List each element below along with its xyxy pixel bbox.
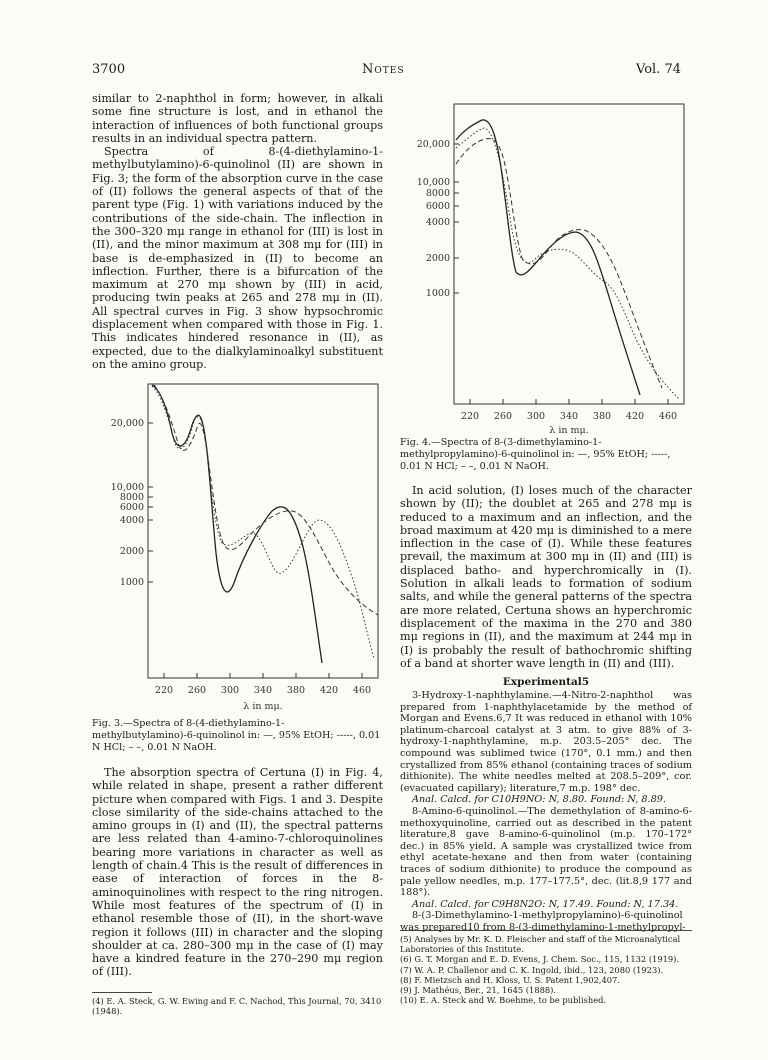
x-tick-label: 460: [352, 685, 372, 696]
plot-frame: [148, 384, 378, 678]
series-ethanol-curve: [152, 385, 322, 663]
col2-text: [400, 484, 692, 670]
footnote: (8) F. Mietzsch and H. Kloss, U. S. Patent 1,902,407.: [400, 974, 620, 985]
y-tick-label: 20,000: [416, 139, 450, 150]
y-tick-label: 6000: [119, 502, 144, 513]
footnote: (10) E. A. Steck and W. Boehme, to be published.: [400, 995, 607, 1006]
footnote-rule: [400, 930, 692, 931]
series-acid-curve: [152, 386, 374, 658]
running-head: Notes: [362, 62, 405, 77]
series-base-curve: [154, 385, 378, 615]
page-number: 3700: [92, 62, 126, 77]
footnote: (7) W. A. P. Challenor and C. K. Ingold, ibid., 123, 2080 (1923).: [400, 964, 664, 975]
plot-frame: [454, 104, 684, 404]
volume-label: Vol. 74: [636, 62, 681, 77]
paragraph: Spectra of 8-(4-diethylamino-1-methylbutylamino)-6-quinolinol (II) are shown in Fig. 3; the form of the absorption curve in the case of (II) follows the general aspects of that of the parent type (Fig. 1) with variations induced by the contributions of the side-chain. The inflection in the 300–320 mμ range in ethanol for (III) is lost in (II), and the minor maximum at 308 mμ for (III) in base is de-emphasized in (II) to become an inflection. Further, there is a bifurcation of the maximum at 270 mμ shown by (III) in acid, producing twin peaks at 265 and 278 mμ in (II). All spectral curves in Fig. 3 show hypsochromic displacement when compared with those in Fig. 1. This indicates hindered resonance in (II), as expected, due to the dialkylaminoalkyl substituent on the amino group.: [92, 145, 383, 371]
footnote-4: (4) E. A. Steck, G. W. Ewing and F. C. Nachod, This Journal, 70, 3410 (1948).: [92, 996, 382, 1017]
analysis-line: Anal. Calcd. for C9H8N2O: N, 17.49. Found: N, 17.34.: [412, 898, 679, 910]
y-tick-label: 4000: [119, 515, 144, 526]
x-axis-label: λ in mμ.: [243, 701, 283, 712]
figure-4-caption: Fig. 4.—Spectra of 8-(3-dimethylamino-1-methylpropylamino)-6-quinolinol in: —, 95% EtOH; -----, 0.01 N HCl; – –, 0.01 N NaOH.: [400, 437, 671, 472]
paragraph: 3-Hydroxy-1-naphthylamine.—4-Nitro-2-naphthol was prepared from 1-naphthylacetamide by the method of Morgan and Evens.6,7 It was reduced in ethanol with 10% platinum-charcoal catalyst at 3 atm. to give 88% of 3-hydroxy-1-naphthylamine, m.p. 203.5–205° dec. The compound was sublimed twice (170°, 0.1 mm.) and then crystallized from 85% ethanol (containing traces of sodium dithionite). The white needles melted at 208.5–209°, cor. (evacuated capillary); literature,7 m.p. 198° dec.: [400, 690, 692, 794]
y-tick-label: 8000: [119, 492, 144, 503]
footnote: (9) J. Mathéus, Ber., 21, 1645 (1888).: [400, 985, 557, 996]
figure-4-plot: [400, 100, 692, 435]
x-tick-label: 300: [220, 685, 240, 696]
footnotes-col2: [400, 934, 692, 1005]
y-tick-label: 4000: [425, 217, 450, 228]
y-tick-label: 8000: [425, 188, 450, 199]
footnote: (5) Analyses by Mr. K. D. Fleischer and staff of the Microanalytical Laboratories of this Institute.: [400, 934, 681, 955]
paragraph: 8-Amino-6-quinolinol.—The demethylation of 8-amino-6-methoxyquinoline, carried out as described in the patent literature,8 gave 8-amino-6-quinolinol (m.p. 170–172° dec.) in 85% yield. A sample was crystallized twice from ethyl acetate-hexane and then from water (containing traces of sodium dithionite) to produce the compound as pale yellow needles, m.p. 177–177.5°, dec. (lit.8,9 177 and 188°).: [400, 805, 692, 899]
x-tick-label: 340: [253, 685, 273, 696]
analysis-line: Anal. Calcd. for C10H9NO: N, 8.80. Found: N, 8.89.: [412, 794, 667, 806]
footnote-rule: [92, 992, 152, 993]
series-acid-curve: [456, 128, 680, 400]
figure-3: [92, 383, 388, 713]
y-tick-label: 10,000: [110, 482, 144, 493]
y-tick-label: 2000: [119, 546, 144, 557]
y-tick-label: 1000: [119, 577, 144, 588]
y-tick-label: 6000: [425, 201, 450, 212]
y-tick-label: 2000: [425, 253, 450, 264]
col1-bottom-text: [92, 766, 383, 979]
series-ethanol-curve: [456, 120, 640, 395]
x-tick-label: 380: [592, 411, 612, 422]
paragraph: In acid solution, (I) loses much of the character shown by (II); the doublet at 265 and 278 mμ is reduced to a maximum and an inflection, and the broad maximum at 420 mμ is diminished to a mere inflection in the case of (I). While these features prevail, the maximum at 300 mμ in (II) and (III) is displaced batho- and hyperchromically in (I). Solution in alkali leads to formation of sodium salts, and while the general patterns of the spectra are more related, Certuna shows an hyperchromic displacement of the maxima in the 270 and 380 mμ regions in (II), and the maximum at 244 mμ in (I) is probably the result of bathochromic shifting of a band at shorter wave length in (II) and (III).: [400, 484, 692, 670]
x-tick-label: 380: [286, 685, 306, 696]
y-tick-label: 10,000: [416, 177, 450, 188]
x-tick-label: 340: [559, 411, 579, 422]
x-axis-label: λ in mμ.: [549, 425, 589, 435]
paragraph: The absorption spectra of Certuna (I) in Fig. 4, while related in shape, present a rather different picture when compared with Figs. 1 and 3. Despite close similarity of the side-chains attached to the amino groups in (I) and (II), the spectral patterns are less related than 4-amino-7-chloroquinolines bearing more variations in character as well as length of chain.4 This is the result of differences in ease of interaction of forces in the 8-aminoquinolines with respect to the ring nitrogen. While most features of the spectrum of (I) in ethanol resemble those of (II), in the short-wave region it follows (III) in character and the sloping shoulder at ca. 280–300 mμ in the case of (I) may have a kindred feature in the 270–290 mμ region of (III).: [92, 766, 383, 979]
experimental-text: [400, 690, 692, 933]
x-tick-label: 420: [319, 685, 339, 696]
x-tick-label: 220: [460, 411, 480, 422]
figure-4: [400, 100, 692, 435]
y-tick-label: 20,000: [110, 418, 144, 429]
experimental-heading: Experimental5: [502, 676, 590, 688]
x-tick-label: 260: [187, 685, 207, 696]
y-tick-label: 1000: [425, 288, 450, 299]
x-tick-label: 260: [493, 411, 513, 422]
x-tick-label: 460: [658, 411, 678, 422]
figure-3-caption: Fig. 3.—Spectra of 8-(4-diethylamino-1-methylbutylamino)-6-quinolinol in: —, 95% EtOH; -----, 0.01 N HCl; – –, 0.01 N NaOH.: [92, 718, 381, 753]
figure-3-plot: [92, 383, 388, 713]
col1-top-text: [92, 92, 383, 371]
x-tick-label: 300: [526, 411, 546, 422]
paragraph: 8-(3-Dimethylamino-1-methylpropylamino)-6-quinolinol was prepared10 from 8-(3-dimethylamino-1-methylpropyl-: [400, 910, 686, 933]
x-tick-label: 220: [154, 685, 174, 696]
series-base-curve: [456, 138, 662, 388]
x-tick-label: 420: [625, 411, 645, 422]
paragraph: similar to 2-naphthol in form; however, in alkali some fine structure is lost, and in ethanol the interaction of influences of both functional groups results in an individual spectra pattern.: [92, 92, 383, 145]
footnote: (6) G. T. Morgan and E. D. Evens, J. Chem. Soc., 115, 1132 (1919).: [400, 954, 680, 965]
